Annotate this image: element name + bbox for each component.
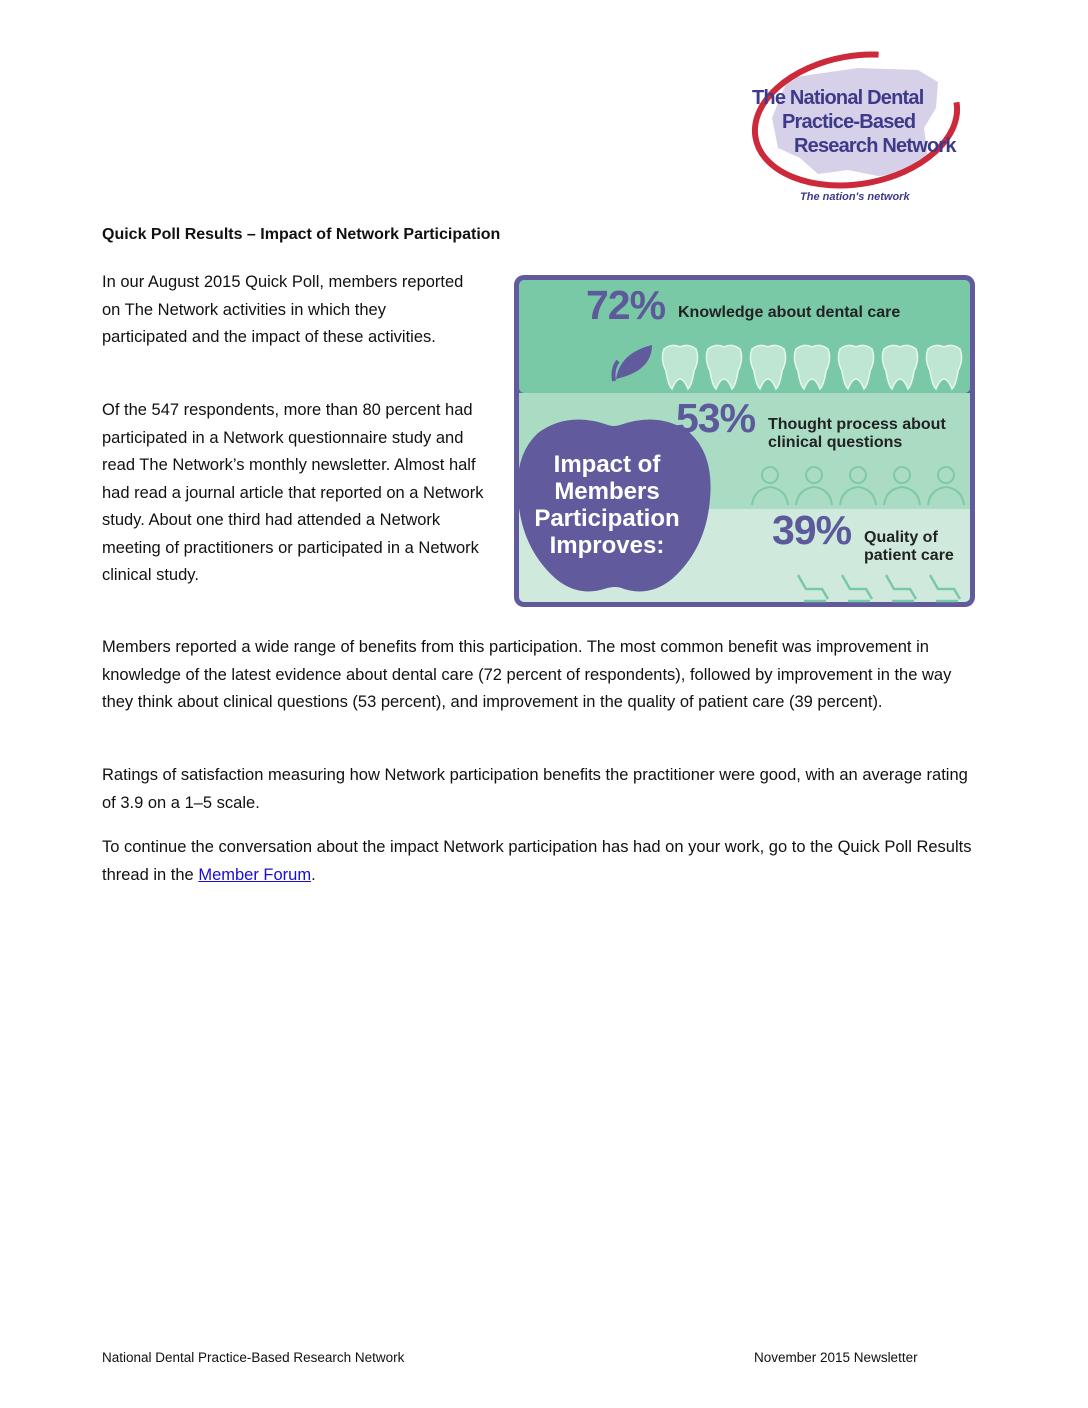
apple-caption-line3: Participation xyxy=(534,505,680,532)
label-quality xyxy=(864,529,954,565)
article-heading: Quick Poll Results – Impact of Network Participation xyxy=(102,226,501,243)
footer-issue: November 2015 Newsletter xyxy=(754,1350,918,1365)
ratings-paragraph: Ratings of satisfaction measuring how Network participation benefits the practitioner were good, with an average rating of 3.9 on a 1–5 scale. xyxy=(102,766,968,812)
apple-caption-line4: Improves: xyxy=(549,532,665,559)
label-thought-line1: Thought process about xyxy=(768,416,946,433)
forum-text: To continue the conversation about the impact Network participation has had on your work, go to the Quick Poll Results thread in the xyxy=(102,838,972,884)
logo-line-3: Research Network xyxy=(794,135,956,157)
label-quality-line2: patient care xyxy=(864,547,954,564)
label-knowledge-line1: Knowledge about dental care xyxy=(678,304,901,321)
percent-quality: 39% xyxy=(772,507,852,553)
apple-caption-line2: Members xyxy=(554,478,660,505)
label-thought xyxy=(768,416,946,452)
logo-tagline: The nation's network xyxy=(800,191,910,203)
label-knowledge xyxy=(678,304,900,322)
forum-paragraph xyxy=(102,834,982,889)
apple-caption xyxy=(518,451,696,559)
footer-organization: National Dental Practice-Based Research Network xyxy=(102,1350,405,1365)
benefits-paragraph: Members reported a wide range of benefits from this participation. The most common benefit was improvement in knowledge of the latest evidence about dental care (72 percent of respondents), followed by improvement in the way they think about clinical questions (53 percent), and improvement in the quality of patient care (39 percent). xyxy=(102,638,952,711)
apple-caption-line1: Impact of xyxy=(553,451,661,478)
label-thought-line2: clinical questions xyxy=(768,434,903,451)
network-logo xyxy=(748,48,964,210)
member-forum-link[interactable]: Member Forum xyxy=(198,865,312,884)
percent-knowledge: 72% xyxy=(586,282,666,328)
respondents-paragraph: Of the 547 respondents, more than 80 percent had participated in a Network questionnaire study and read The Network’s monthly newsletter. Almost half had read a journal article that reported on a Network study. About one third had attended a Network meeting of practitioners or participated in a Network clinical study. xyxy=(102,401,484,584)
forum-text-end: . xyxy=(311,865,316,884)
logo-line-2: Practice-Based xyxy=(782,111,916,133)
label-quality-line1: Quality of xyxy=(864,529,938,546)
percent-thought: 53% xyxy=(676,395,756,441)
intro-paragraph: In our August 2015 Quick Poll, members reported on The Network activities in which they participated and the impact of these activities. xyxy=(102,273,464,346)
logo-line-1: The National Dental xyxy=(752,87,924,109)
impact-infographic xyxy=(512,273,977,609)
